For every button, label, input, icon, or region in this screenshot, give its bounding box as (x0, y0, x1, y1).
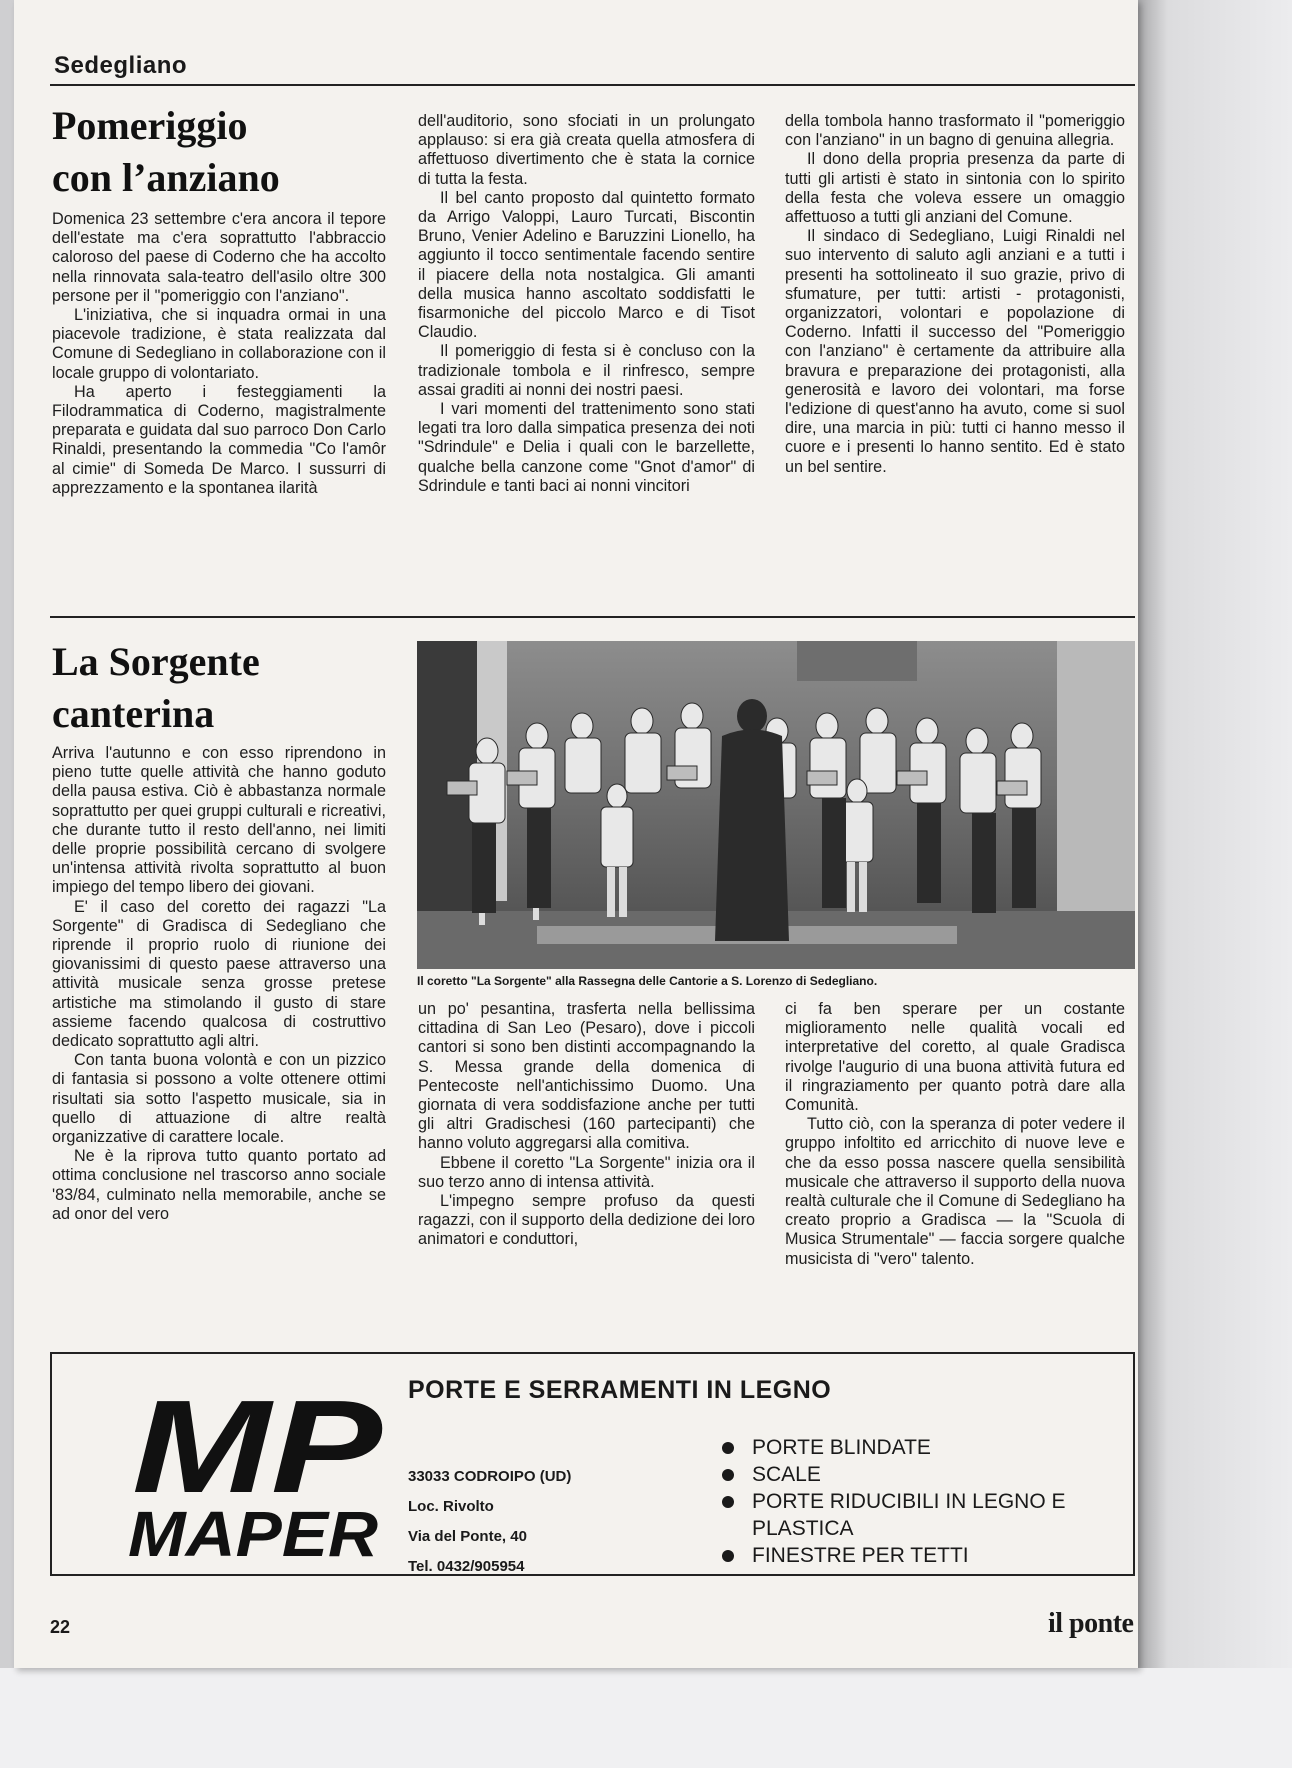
article1-col3-paragraph: Il dono della propria presenza da parte di tutti gli artisti è stato in sintonia con lo spirito della festa che voleva essere un omaggio affettuoso a tutti gli anziani del Comune. (785, 150, 1125, 227)
article2-col3-paragraph: ci fa ben sperare per un costante miglioramento nelle qualità vocali ed interpretative del coretto, al quale Gradisca rivolge l'augurio di una buona attività futura ed il ringraziamento per quanto potrà dare alla Comunità. (785, 1000, 1125, 1115)
article2-col1-paragraph: Arriva l'autunno e con esso riprendono in pieno tutte quelle attività che hanno goduto della pausa estiva. Ciò è abbastanza normale soprattutto per quei gruppi culturali e ricreativi, che durante tutto il resto dell'anno, nei limiti delle proprie possibilità cercano di svolgere un'intensa attività rivolta soprattutto al buon impiego del tempo libero dei giovani. (52, 744, 386, 897)
article2-col3-paragraph: Tutto ciò, con la speranza di poter vedere il gruppo infoltito ed arricchito di nuove leve e che da esso possa nascere quella sensibilità musicale che attraverso il supporto della nuova realtà culturale che il Comune di Sedegliano ha creato proprio a Gradisca — la "Scuola di Musica Strumentale" — faccia sorgere qualche musicista di "vero" talento. (785, 1115, 1125, 1268)
scan-background (0, 1668, 1292, 1768)
article1-column-1 (52, 210, 386, 498)
article2-title-line2: canterina (52, 691, 215, 736)
ad-product-item: PORTE BLINDATE (720, 1434, 1120, 1461)
article1-headline (52, 100, 372, 204)
article1-col2-paragraph: Il pomeriggio di festa si è concluso con la tradizionale tombola e il rinfresco, sempre assai graditi ai nonni dei nostri paesi. (418, 342, 755, 399)
logo-mark: MP (132, 1384, 384, 1520)
maper-logo (124, 1384, 394, 1564)
article1-col2-paragraph: dell'auditorio, sono sfociati in un prolungato applauso: si era già creata quella atmosfera di affettuoso divertimento che è stata la cornice di tutta la festa. (418, 112, 755, 188)
article2-col2-paragraph: Ebbene il coretto "La Sorgente" inizia ora il suo terzo anno di intensa attività. (418, 1153, 755, 1191)
article1-column-2 (418, 112, 755, 496)
article1-col3-paragraph: Il sindaco di Sedegliano, Luigi Rinaldi nel suo intervento di saluto agli anziani e a tutti i presenti ha sottolineato il suo grazie, privo di sfumature, per tutti: artisti - protagonisti, organizzatori, volontari e popolazione di Coderno. Infatti il successo del "Pomeriggio con l'anziano" è certamente da attribuire alla bravura e preparazione dei protagonisti, alla generosità e lavoro dei volontari, ma forse l'edizione di quest'anno ha avuto, come si suol dire, una marcia in più: tutti ci hanno messo il cuore e i presenti lo hanno sentito. Ed è stato un bel sentire. (785, 227, 1125, 476)
article2-col2-paragraph: L'impegno sempre profuso da questi ragazzi, con il supporto della dedizione dei loro animatori e conduttori, (418, 1192, 755, 1249)
photo-caption: Il coretto "La Sorgente" alla Rassegna delle Cantorie a S. Lorenzo di Sedegliano. (417, 974, 878, 988)
article1-col3-paragraph: della tombola hanno trasformato il "pomeriggio con l'anziano" in un bagno di genuina allegria. (785, 112, 1125, 150)
article2-col1-paragraph: E' il caso del coretto dei ragazzi "La Sorgente" di Gradisca di Sedegliano che riprende il proprio ruolo di riunione dei giovanissimi di questo paese attraverso una attività musicale senza grosse pretese artistiche ma stimolando il gusto di stare assieme facendo qualcosa di costruttivo dedicato soprattutto agli altri. (52, 897, 386, 1051)
ad-product-item: PORTE RIDUCIBILI IN LEGNO E PLASTICA (720, 1488, 1120, 1542)
ad-product-list (720, 1434, 1120, 1569)
choir-photo-drawing (417, 641, 1135, 969)
article2-col2-paragraph: un po' pesantina, trasferta nella bellissima cittadina di San Leo (Pesaro), dove i piccoli cantori si sono ben distinti accompagnando la S. Messa grande della domenica di Pentecoste nell'antichissimo Duomo. Una giornata di vera soddisfazione anche per tutti gli altri Gradischesi (160 partecipanti) che hanno voluto aggregarsi alla comitiva. (418, 1000, 755, 1153)
article1-col1-paragraph: Ha aperto i festeggiamenti la Filodrammatica di Coderno, magistralmente preparata e guidata dal suo parroco Don Carlo Rinaldi, presentando la commedia "Co l'amôr al cimie" di Someda De Marco. I sussurri di apprezzamento e la spontanea ilarità (52, 382, 386, 497)
article2-col1-paragraph: Ne è la riprova tutto quanto portato ad ottima conclusione nel trascorso anno sociale '83/84, culminato nella memorabile, anche se ad onor del vero (52, 1147, 386, 1223)
ad-address (408, 1462, 571, 1582)
ad-title: PORTE E SERRAMENTI IN LEGNO (408, 1376, 832, 1404)
article1-column-3 (785, 112, 1125, 477)
article2-headline (52, 636, 382, 740)
article1-col1-paragraph: Domenica 23 settembre c'era ancora il tepore dell'estate ma c'era soprattutto l'abbraccio caloroso del paese di Coderno che ha accolto nella rinnovata sala-teatro dell'asilo oltre 300 persone per il "pomeriggio con l'anziano". (52, 210, 386, 305)
article1-title-line2: con l’anziano (52, 155, 280, 200)
ad-product-item: SCALE (720, 1461, 1120, 1488)
article1-col2-paragraph: Il bel canto proposto dal quintetto formato da Arrigo Valoppi, Lauro Turcati, Biscontin Bruno, Venier Adelino e Baruzzini Lionello, ha aggiunto il tocco sentimentale facendo sentire il piacere della nota nostalgica. Gli amanti della musica hanno ascoltato soddisfatti le fisarmoniche del piccolo Marco e di Tisot Claudio. (418, 188, 755, 342)
section-label: Sedegliano (54, 52, 188, 79)
header-rule (50, 84, 1135, 86)
ad-address-line: Loc. Rivolto (408, 1498, 494, 1515)
article2-title-line1: La Sorgente (52, 639, 260, 684)
article-divider (50, 616, 1135, 618)
magazine-page (14, 0, 1138, 1668)
choir-photo (417, 641, 1135, 969)
page-edge-shadow (1138, 0, 1292, 1668)
magazine-logo: il ponte (1048, 1608, 1134, 1639)
article2-column-1 (52, 744, 386, 1224)
article1-col1-paragraph: L'iniziativa, che si inquadra ormai in una piacevole tradizione, è stata realizzata dal Comune di Sedegliano in collaborazione con il locale gruppo di volontariato. (52, 306, 386, 382)
ad-product-item: FINESTRE PER TETTI (720, 1542, 1120, 1569)
article2-column-3 (785, 1000, 1125, 1269)
article2-column-2 (418, 1000, 755, 1250)
article1-col2-paragraph: I vari momenti del trattenimento sono stati legati tra loro dalla simpatica presenza dei noti "Sdrindule" e Delia i quali con le barzellette, qualche bella canzone come "Gnot d'amor" di Sdrindule e tanti baci ai nonni vincitori (418, 400, 755, 495)
ad-address-line: 33033 CODROIPO (UD) (408, 1468, 572, 1485)
maper-advertisement (50, 1352, 1135, 1576)
ad-address-line: Via del Ponte, 40 (408, 1528, 527, 1545)
logo-name: MAPER (128, 1498, 378, 1564)
article1-title-line1: Pomeriggio (52, 103, 248, 148)
article2-col1-paragraph: Con tanta buona volontà e con un pizzico di fantasia si possono a volte ottenere ottimi risultati sia sotto l'aspetto musicale, sia in quello di attuazione di altre realtà organizzative di carattere locale. (52, 1051, 386, 1147)
ad-address-line: Tel. 0432/905954 (408, 1558, 525, 1575)
page-number: 22 (50, 1617, 71, 1637)
